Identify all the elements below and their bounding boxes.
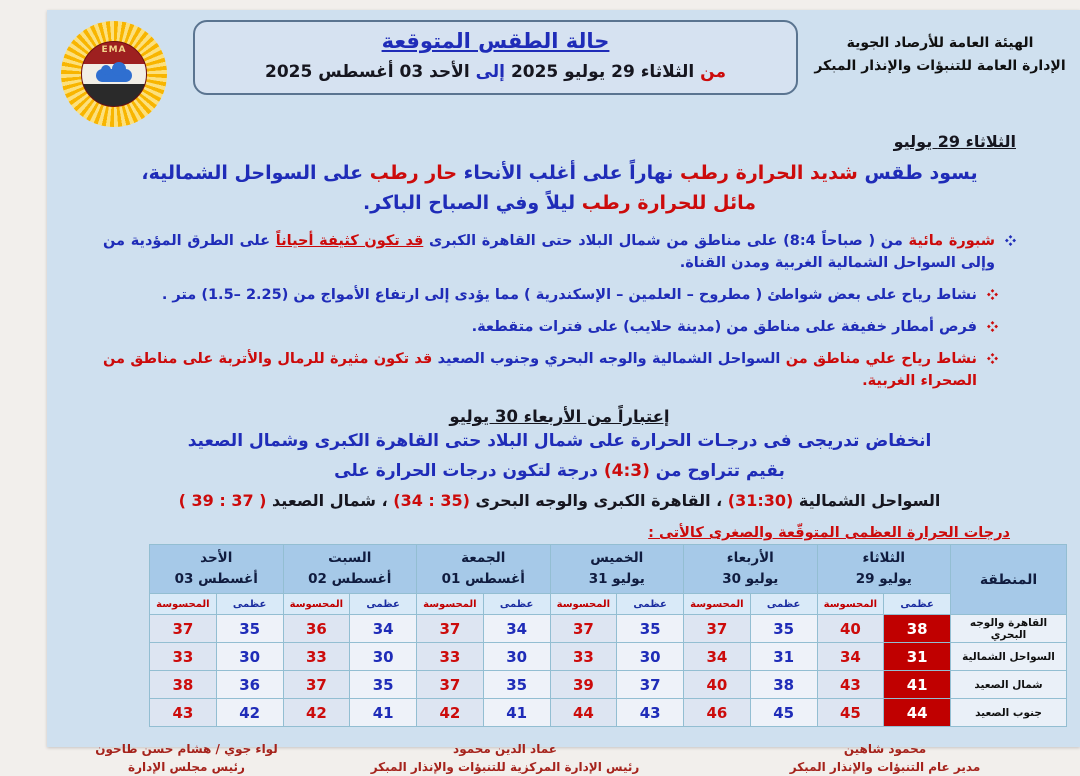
report-title: حالة الطقس المتوقعة [381, 29, 610, 53]
temp-max-cell: 41 [884, 671, 951, 699]
text-run: قد تكون كثيفة أحياناً [275, 233, 424, 249]
text-run: يسود طقس [857, 162, 978, 184]
day-name: الثلاثاء [862, 550, 905, 566]
temp-max-cell: 35 [216, 615, 283, 643]
temp-feels-cell: 42 [283, 699, 350, 727]
temp-feels-cell: 37 [417, 615, 484, 643]
temp-feels-cell: 43 [817, 671, 884, 699]
ema-logo [61, 21, 167, 127]
cooling-line-1: انخفاض تدريجى فى درجـات الحرارة على شمال البلاد حتى القاهرة الكبرى وشمال الصعيد [187, 431, 932, 451]
max-subheader: عظمى [483, 594, 550, 615]
temp-feels-cell: 33 [283, 643, 350, 671]
header [47, 10, 1080, 127]
bullet-text [103, 230, 995, 274]
weather-bulletin [47, 10, 1080, 774]
text-run: مائل للحرارة رطب [575, 192, 757, 214]
bullet-text [103, 316, 977, 338]
temp-max-cell: 30 [216, 643, 283, 671]
temp-feels-cell: 46 [684, 699, 751, 727]
region-column-header: المنطقة [951, 545, 1067, 615]
day-header [817, 545, 951, 594]
day-header [283, 545, 417, 594]
table-row [150, 615, 1067, 643]
four-diamond-bullet-icon [987, 321, 998, 332]
temp-max-cell: 37 [617, 671, 684, 699]
text-run: على السواحل الشمالية، [141, 162, 364, 184]
day-date: 31 يوليو [588, 571, 645, 587]
text-run: الثلاثاء 29 يوليو 2025 [505, 62, 701, 82]
text-run: (8:4 صباحاً ) [783, 233, 876, 249]
text-run: ، القاهرة الكبرى والوجه البحرى [469, 491, 728, 510]
day-name: الأحد [200, 550, 233, 566]
temp-feels-cell: 33 [150, 643, 217, 671]
signature-title: رئيس الإدارة المركزية للتنبؤات والإنذار المبكر [370, 760, 640, 774]
text-run: ، شمال الصعيد [266, 491, 394, 510]
bullet-marker [987, 353, 998, 364]
temp-feels-cell: 37 [150, 615, 217, 643]
section-heading-wednesday: إعتباراً من الأربعاء 30 يوليو [449, 407, 670, 426]
temp-max-cell: 38 [750, 671, 817, 699]
signature-name: محمود شاهين [843, 742, 927, 756]
max-subheader: عظمى [216, 594, 283, 615]
region-cell: القاهرة والوجه البحري [951, 615, 1067, 643]
temp-max-cell: 34 [350, 615, 417, 643]
text-run: نشاط رياح علي مناطق من [780, 351, 977, 367]
day-header [684, 545, 818, 594]
text-run: إلى [475, 62, 506, 82]
text-run: بقيم تتراوح من [649, 461, 785, 481]
day-header [417, 545, 551, 594]
temp-feels-cell: 38 [150, 671, 217, 699]
table-row [150, 699, 1067, 727]
temp-feels-cell: 37 [283, 671, 350, 699]
text-run: (34 : 35) [393, 491, 470, 510]
bullet-text [103, 348, 977, 392]
signature-title: مدير عام التنبؤات والإنذار المبكر [789, 760, 981, 774]
bullet-item [103, 230, 1016, 274]
temp-max-cell: 31 [750, 643, 817, 671]
day-date: 03 أغسطس [174, 571, 258, 587]
temp-max-cell: 31 [884, 643, 951, 671]
text-run: السواحل الشمالية والوجه البحري وجنوب الصعيد [432, 351, 781, 367]
temp-max-cell: 35 [350, 671, 417, 699]
day-name: الجمعة [461, 550, 506, 566]
day-name: الأربعاء [726, 550, 774, 566]
bullet-item [103, 316, 998, 338]
temp-max-cell: 43 [617, 699, 684, 727]
feels-subheader: المحسوسة [684, 594, 751, 615]
title-box [193, 20, 798, 95]
temp-feels-cell: 39 [550, 671, 617, 699]
temp-feels-cell: 37 [417, 671, 484, 699]
bullet-list [103, 230, 1016, 392]
region-cell: جنوب الصعيد [951, 699, 1067, 727]
temp-feels-cell: 34 [684, 643, 751, 671]
feels-subheader: المحسوسة [550, 594, 617, 615]
feels-subheader: المحسوسة [150, 594, 217, 615]
day-header [550, 545, 684, 594]
bullet-marker [987, 321, 998, 332]
temp-max-cell: 35 [483, 671, 550, 699]
temp-max-cell: 36 [216, 671, 283, 699]
max-subheader: عظمى [750, 594, 817, 615]
intro-line-2 [103, 188, 1016, 218]
logo-ema-text: EMA [101, 45, 127, 56]
text-run: من [875, 233, 903, 249]
text-run: من [700, 62, 726, 82]
text-run: قد تكون مثيرة للرمال والأتربة على مناطق من الصحراء الغربية. [103, 351, 977, 389]
bullet-item [103, 348, 998, 392]
day-name: السبت [328, 550, 372, 566]
signature-name: لواء جوي / هشام حسن طاحون [95, 742, 278, 756]
temp-max-cell: 30 [617, 643, 684, 671]
max-subheader: عظمى [617, 594, 684, 615]
org-line-1: الهيئة العامة للأرصاد الجوية [846, 35, 1034, 51]
feels-subheader: المحسوسة [283, 594, 350, 615]
four-diamond-bullet-icon [1005, 235, 1016, 246]
text-run: متر . [161, 287, 202, 303]
temp-feels-cell: 33 [550, 643, 617, 671]
text-run: حار رطب [363, 162, 458, 184]
max-subheader: عظمى [350, 594, 417, 615]
region-cell: السواحل الشمالية [951, 643, 1067, 671]
signature-block [83, 740, 290, 776]
temp-feels-cell: 40 [684, 671, 751, 699]
day-header [150, 545, 284, 594]
temp-max-cell: 45 [750, 699, 817, 727]
bullet-text [103, 284, 977, 306]
feels-subheader: المحسوسة [817, 594, 884, 615]
text-run: السواحل الشمالية [793, 491, 941, 510]
text-run: فرص أمطار خفيفة على مناطق من (مدينة حلايب) على فترات متقطعة. [471, 319, 977, 335]
feels-subheader: المحسوسة [417, 594, 484, 615]
tuesday-intro [103, 158, 1016, 218]
temp-feels-cell: 45 [817, 699, 884, 727]
bullet-marker [987, 289, 998, 300]
four-diamond-bullet-icon [987, 353, 998, 364]
day-date: 01 أغسطس [441, 571, 525, 587]
text-run: شديد الحرارة رطب [673, 162, 858, 184]
report-date-range [205, 62, 786, 82]
cooling-line-2 [103, 456, 1016, 486]
temp-max-cell: 41 [483, 699, 550, 727]
temp-max-cell: 30 [483, 643, 550, 671]
temp-feels-cell: 44 [550, 699, 617, 727]
temp-max-cell: 34 [483, 615, 550, 643]
text-run: درجة لتكون درجات الحرارة على [334, 461, 604, 481]
temp-feels-cell: 37 [550, 615, 617, 643]
text-run: نشاط رياح على بعض شواطئ ( مطروح – العلمين – الإسكندرية ) مما يؤدى إلى ارتفاع الأمواج من [288, 287, 977, 303]
org-block [814, 18, 1066, 78]
text-run: على مناطق من شمال البلاد حتى القاهرة الكبرى [423, 233, 784, 249]
temp-max-cell: 38 [884, 615, 951, 643]
temp-max-cell: 30 [350, 643, 417, 671]
logo-emblem [81, 41, 147, 107]
text-run: (31:30) [727, 491, 794, 510]
signature-name: عماد الدين محمود [453, 742, 557, 756]
temp-max-cell: 35 [750, 615, 817, 643]
max-subheader: عظمى [884, 594, 951, 615]
signature-block [720, 740, 1050, 776]
text-run: ( 39 : 37 ) [178, 491, 267, 510]
day-date: 02 أغسطس [308, 571, 392, 587]
temp-max-cell: 35 [617, 615, 684, 643]
signatures [47, 727, 1080, 776]
temp-max-cell: 42 [216, 699, 283, 727]
section-heading-tuesday: الثلاثاء 29 يوليو [893, 132, 1016, 151]
cloud-icon [96, 69, 132, 82]
forecast-table [149, 544, 1067, 727]
text-run: على الطرق المؤدية من وإلى السواحل الشمالية الغربية ومدن القناة. [103, 233, 995, 271]
text-run: الأحد 03 أغسطس 2025 [265, 62, 476, 82]
text-run: (1.5– 2.25) [201, 287, 289, 303]
bullet-item [103, 284, 998, 306]
temp-feels-cell: 36 [283, 615, 350, 643]
bulletin-body [47, 132, 1080, 541]
temp-feels-cell: 37 [684, 615, 751, 643]
region-cell: شمال الصعيد [951, 671, 1067, 699]
day-date: 29 يوليو [855, 571, 912, 587]
day-name: الخميس [590, 550, 644, 566]
signature-block [290, 740, 720, 776]
intro-line-1 [103, 158, 1016, 188]
temp-feels-cell: 40 [817, 615, 884, 643]
temp-feels-cell: 42 [417, 699, 484, 727]
bullet-marker [1005, 235, 1016, 246]
table-row [150, 671, 1067, 699]
table-caption: درجات الحرارة العظمى المتوقّعة والصغرى كالأتى : [648, 525, 1010, 541]
table-row [150, 643, 1067, 671]
temp-feels-cell: 34 [817, 643, 884, 671]
temp-max-cell: 44 [884, 699, 951, 727]
text-run: ليلاً وفي الصباح الباكر. [362, 192, 576, 214]
cooling-line-3 [103, 486, 1016, 516]
org-line-2: الإدارة العامة للتنبؤات والإنذار المبكر [814, 58, 1066, 74]
text-run: شبورة مائية [902, 233, 996, 249]
signature-title: رئيس مجلس الإدارة [128, 760, 245, 774]
text-run: نهاراً على أغلب الأنحاء [457, 162, 674, 184]
temp-feels-cell: 33 [417, 643, 484, 671]
text-run: (4:3) [603, 461, 650, 481]
temp-max-cell: 41 [350, 699, 417, 727]
day-date: 30 يوليو [722, 571, 779, 587]
temp-feels-cell: 43 [150, 699, 217, 727]
four-diamond-bullet-icon [987, 289, 998, 300]
